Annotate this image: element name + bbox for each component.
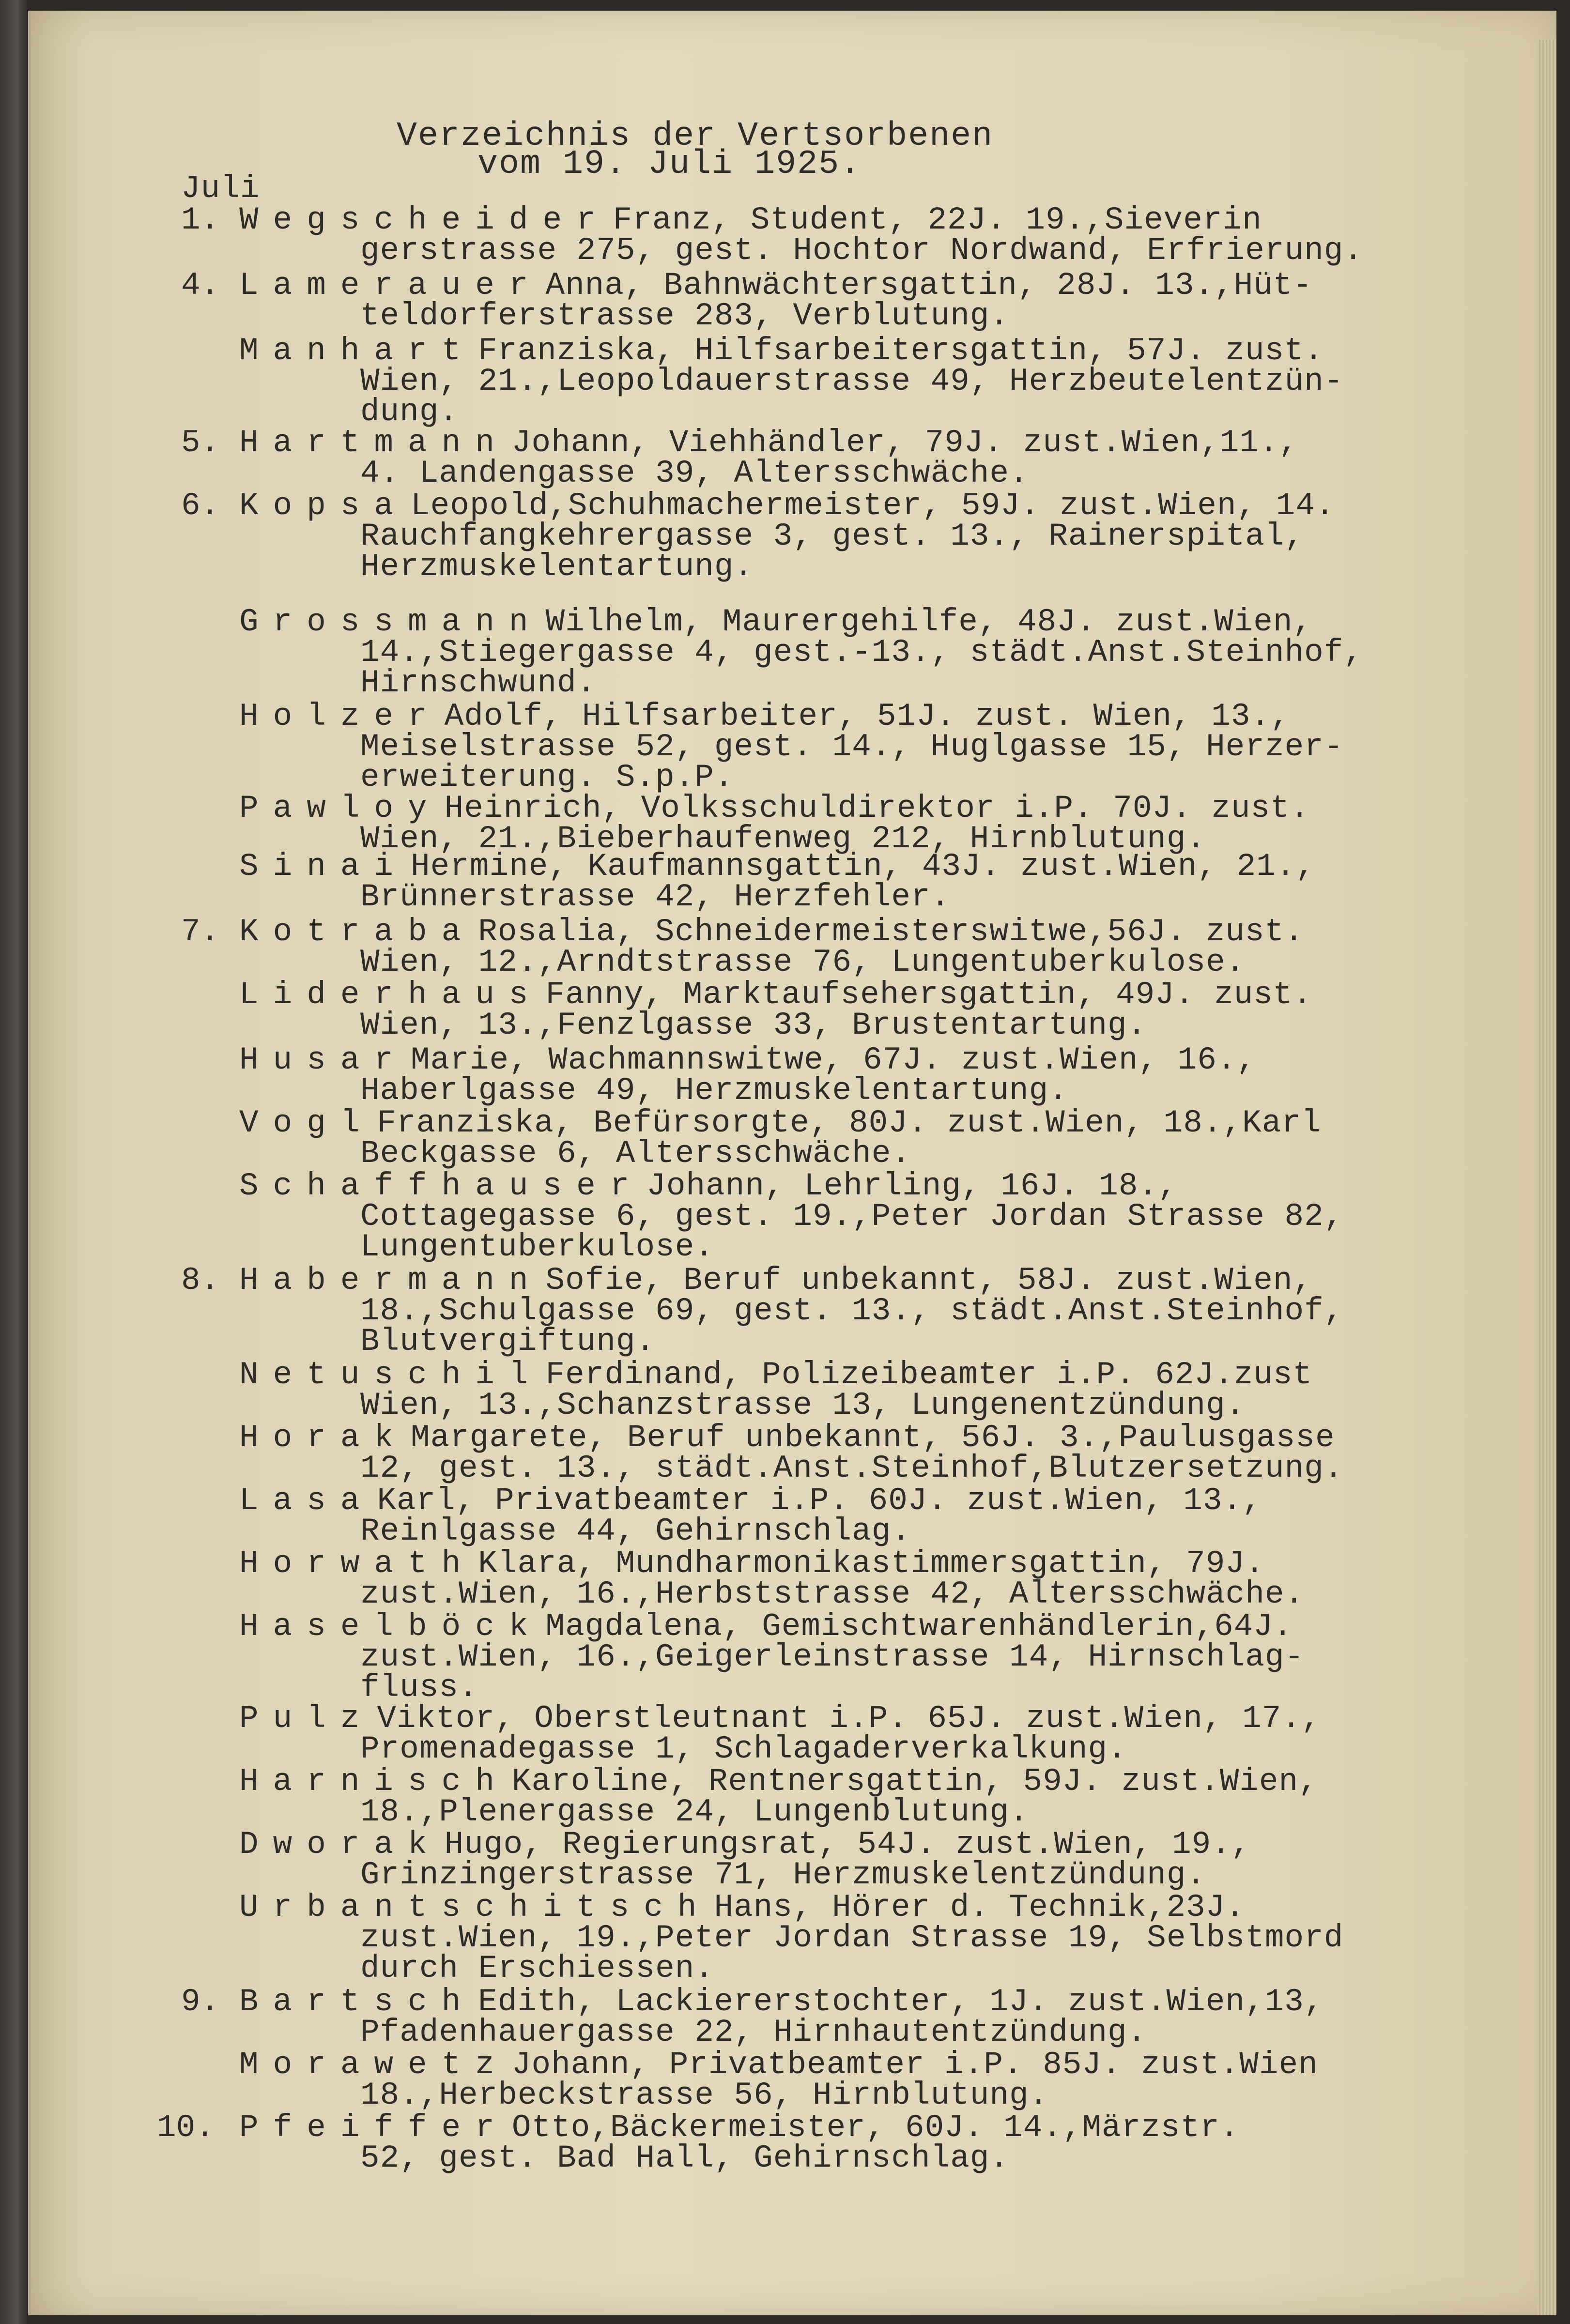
entry-continuation-line: Beckgasse 6, Altersschwäche. xyxy=(360,1135,911,1172)
entry-text: Johann, Privatbeamter i.P. 85J. zust.Wien xyxy=(511,2047,1318,2083)
title-line-2: vom 19. Juli 1925. xyxy=(477,145,862,183)
entry-text: Franziska, Befürsorgte, 80J. zust.Wien, 18.,Karl xyxy=(377,1105,1321,1141)
entry-first-line xyxy=(239,1889,1245,1926)
entry-continuation-line: 4. Landengasse 39, Altersschwäche. xyxy=(360,455,1029,491)
entry-text: Margarete, Beruf unbekannt, 56J. 3.,Paulusgasse xyxy=(411,1420,1335,1456)
document-page xyxy=(28,11,1556,2315)
entry-surname: Habermann xyxy=(239,1262,543,1299)
entry-continuation-line: Wien, 21.,Bieberhaufenweg 212, Hirnblutung. xyxy=(360,821,1206,857)
entry-continuation-line: teldorferstrasse 283, Verblutung. xyxy=(360,298,1010,334)
entry-surname: Bartsch xyxy=(239,1984,476,2020)
entry-text: Magdalena, Gemischtwarenhändlerin,64J. xyxy=(545,1608,1293,1645)
month-label: Juli xyxy=(181,170,260,207)
entry-continuation-line: fluss. xyxy=(360,1669,478,1706)
entry-surname: Dworak xyxy=(239,1826,442,1863)
entry-first-line xyxy=(239,1700,1321,1737)
entry-text: Viktor, Oberstleutnant i.P. 65J. zust.Wien, 17., xyxy=(377,1700,1321,1737)
entry-surname: Liderhaus xyxy=(239,977,543,1013)
entry-text: Otto,Bäckermeister, 60J. 14.,Märzstr. xyxy=(511,2110,1240,2146)
entry-first-line xyxy=(239,1044,1256,1076)
entry-first-line xyxy=(239,1545,1265,1582)
entry-text: Hugo, Regierungsrat, 54J. zust.Wien, 19., xyxy=(444,1826,1251,1863)
entry-surname: Urbantschitsch xyxy=(239,1889,711,1926)
entry-continuation-line: gerstrasse 275, gest. Hochtor Nordwand, Erfrierung. xyxy=(360,232,1363,269)
entry-text: Adolf, Hilfsarbeiter, 51J. zust. Wien, 13., xyxy=(444,698,1290,734)
entry-surname: Horak xyxy=(239,1420,408,1456)
entry-day: 7. xyxy=(181,914,220,950)
entry-surname: Manhart xyxy=(239,333,476,369)
entry-surname: Lasa xyxy=(239,1483,374,1519)
entry-continuation-line: 14.,Stiegergasse 4, gest.-13., städt.Anst.Steinhof, xyxy=(360,634,1363,671)
entry-surname: Hartmann xyxy=(239,425,509,461)
entry-continuation-line: Wien, 13.,Fenzlgasse 33, Brustentartung. xyxy=(360,1007,1147,1043)
entry-surname: Vogl xyxy=(239,1105,374,1141)
entry-first-line xyxy=(239,606,1312,638)
entry-day: 8. xyxy=(181,1262,220,1299)
entry-first-line xyxy=(239,1422,1335,1454)
entry-text: Leopold,Schuhmachermeister, 59J. zust.Wien, 14. xyxy=(411,488,1335,524)
entry-continuation-line: zust.Wien, 16.,Herbststrasse 42, Altersschwäche. xyxy=(360,1576,1305,1612)
entry-first-line xyxy=(239,916,1304,948)
entry-surname: Sinai xyxy=(239,848,408,885)
entry-text: Rosalia, Schneidermeisterswitwe,56J. zust. xyxy=(478,914,1304,950)
entry-continuation-line: Reinlgasse 44, Gehirnschlag. xyxy=(360,1513,911,1549)
entry-first-line xyxy=(239,1107,1321,1139)
entry-continuation-line: 52, gest. Bad Hall, Gehirnschlag. xyxy=(360,2140,1010,2176)
entry-continuation-line: Grinzingerstrasse 71, Herzmuskelentzündung. xyxy=(360,1857,1206,1893)
entry-text: Heinrich, Volksschuldirektor i.P. 70J. zust. xyxy=(444,790,1310,826)
entry-continuation-line: 18.,Schulgasse 69, gest. 13., städt.Anst.Steinhof, xyxy=(360,1293,1344,1329)
entry-continuation-line: Brünnerstrasse 42, Herzfehler. xyxy=(360,879,951,915)
entry-continuation-line: Haberlgasse 49, Herzmuskelentartung. xyxy=(360,1072,1068,1109)
entry-continuation-line: Meiselstrasse 52, gest. 14., Huglgasse 15, Herzer- xyxy=(360,729,1344,765)
entry-day: 10. xyxy=(157,2110,215,2146)
entry-continuation-line: zust.Wien, 16.,Geigerleinstrasse 14, Hirnschlag- xyxy=(360,1639,1305,1675)
entry-continuation-line: zust.Wien, 19.,Peter Jordan Strasse 19, Selbstmord xyxy=(360,1920,1344,1956)
entry-surname: Harnisch xyxy=(239,1763,509,1800)
entry-text: Anna, Bahnwächtersgattin, 28J. 13.,Hüt- xyxy=(545,267,1313,304)
entry-continuation-line: 12, gest. 13., städt.Anst.Steinhof,Blutzersetzung. xyxy=(360,1450,1344,1486)
entry-first-line xyxy=(239,790,1310,826)
entry-continuation-line: Promenadegasse 1, Schlagaderverkalkung. xyxy=(360,1731,1127,1767)
entry-surname: Schaffhauser xyxy=(239,1168,644,1204)
entry-first-line xyxy=(239,1485,1262,1517)
entry-first-line xyxy=(239,2112,1239,2144)
entry-surname: Kopsa xyxy=(239,488,408,524)
entry-surname: Haselböck xyxy=(239,1608,543,1645)
entry-surname: Lamerauer xyxy=(239,267,543,304)
entry-first-line xyxy=(239,979,1312,1011)
entry-first-line xyxy=(239,698,1290,734)
entry-continuation-line: Lungentuberkulose. xyxy=(360,1229,714,1265)
entry-text: Karl, Privatbeamter i.P. 60J. zust.Wien, 13., xyxy=(377,1483,1262,1519)
entry-continuation-line: Blutvergiftung. xyxy=(360,1323,656,1360)
entry-continuation-line: durch Erschiessen. xyxy=(360,1950,714,1987)
entry-continuation-line: Herzmuskelentartung. xyxy=(360,549,754,585)
entry-first-line xyxy=(239,2049,1318,2081)
entry-surname: Pulz xyxy=(239,1700,374,1737)
entry-text: Sofie, Beruf unbekannt, 58J. zust.Wien, xyxy=(545,1262,1313,1299)
entry-first-line xyxy=(239,267,1313,304)
entry-day: 4. xyxy=(181,267,220,304)
entry-day: 9. xyxy=(181,1984,220,2020)
title-line-1: Verzeichnis der Vertsorbenen xyxy=(397,117,994,155)
entry-continuation-line: Wien, 21.,Leopoldauerstrasse 49, Herzbeutelentzün- xyxy=(360,363,1344,399)
entry-text: Fanny, Marktaufsehersgattin, 49J. zust. xyxy=(545,977,1313,1013)
entry-text: Edith, Lackiererstochter, 1J. zust.Wien,13, xyxy=(478,1984,1324,2020)
entry-continuation-line: dung. xyxy=(360,394,459,430)
entry-surname: Pawloy xyxy=(239,790,442,826)
entry-text: Johann, Viehhändler, 79J. zust.Wien,11., xyxy=(511,425,1299,461)
entry-surname: Netuschil xyxy=(239,1357,543,1393)
entry-surname: Holzer xyxy=(239,698,442,734)
book-binding xyxy=(0,0,28,2324)
entry-first-line xyxy=(239,848,1315,885)
entry-continuation-line: Cottagegasse 6, gest. 19.,Peter Jordan Strasse 82, xyxy=(360,1198,1344,1235)
entry-first-line xyxy=(239,1170,1178,1202)
entry-text: Marie, Wachmannswitwe, 67J. zust.Wien, 16., xyxy=(411,1042,1257,1078)
entry-first-line xyxy=(239,1608,1293,1645)
entry-surname: Horwath xyxy=(239,1545,476,1582)
entry-first-line xyxy=(239,1763,1318,1800)
entry-text: Wilhelm, Maurergehilfe, 48J. zust.Wien, xyxy=(545,604,1313,640)
entry-continuation-line: Rauchfangkehrergasse 3, gest. 13., Rainerspital, xyxy=(360,518,1305,554)
entry-first-line xyxy=(239,204,1262,236)
entry-first-line xyxy=(239,335,1324,367)
entry-continuation-line: Hirnschwund. xyxy=(360,665,597,701)
entry-text: Ferdinand, Polizeibeamter i.P. 62J.zust xyxy=(545,1357,1313,1393)
entry-surname: Morawetz xyxy=(239,2047,509,2083)
entry-continuation-line: Pfadenhauergasse 22, Hirnhautentzündung. xyxy=(360,2014,1147,2050)
entry-surname: Pfeiffer xyxy=(239,2110,509,2146)
entry-text: Franz, Student, 22J. 19.,Sieverin xyxy=(613,202,1262,238)
entry-surname: Kotraba xyxy=(239,914,476,950)
typed-text xyxy=(31,11,1556,2315)
entry-surname: Grossmann xyxy=(239,604,543,640)
entry-surname: Husar xyxy=(239,1042,408,1078)
entry-text: Klara, Mundharmonikastimmersgattin, 79J. xyxy=(478,1545,1265,1582)
entry-continuation-line: Wien, 13.,Schanzstrasse 13, Lungenentzündung. xyxy=(360,1387,1246,1423)
entry-text: Franziska, Hilfsarbeitersgattin, 57J. zust. xyxy=(478,333,1324,369)
entry-continuation-line: 18.,Herbeckstrasse 56, Hirnblutung. xyxy=(360,2077,1049,2113)
entry-first-line xyxy=(239,427,1298,459)
entry-first-line xyxy=(239,1826,1251,1863)
entry-text: Hermine, Kaufmannsgattin, 43J. zust.Wien, 21., xyxy=(411,848,1315,885)
entry-first-line xyxy=(239,490,1335,522)
entry-text: Johann, Lehrling, 16J. 18., xyxy=(646,1168,1178,1204)
entry-continuation-line: erweiterung. S.p.P. xyxy=(360,759,734,795)
entry-day: 1. xyxy=(181,202,220,238)
entry-first-line xyxy=(239,1262,1313,1299)
entry-surname: Wegscheider xyxy=(239,202,610,238)
entry-text: Karoline, Rentnersgattin, 59J. zust.Wien, xyxy=(511,1763,1318,1800)
entry-text: Hans, Hörer d. Technik,23J. xyxy=(714,1889,1245,1926)
entry-first-line xyxy=(239,1986,1324,2018)
entry-day: 5. xyxy=(181,425,220,461)
entry-continuation-line: Wien, 12.,Arndtstrasse 76, Lungentuberkulose. xyxy=(360,944,1246,980)
entry-day: 6. xyxy=(181,488,220,524)
entry-first-line xyxy=(239,1359,1312,1391)
entry-continuation-line: 18.,Plenergasse 24, Lungenblutung. xyxy=(360,1794,1029,1830)
